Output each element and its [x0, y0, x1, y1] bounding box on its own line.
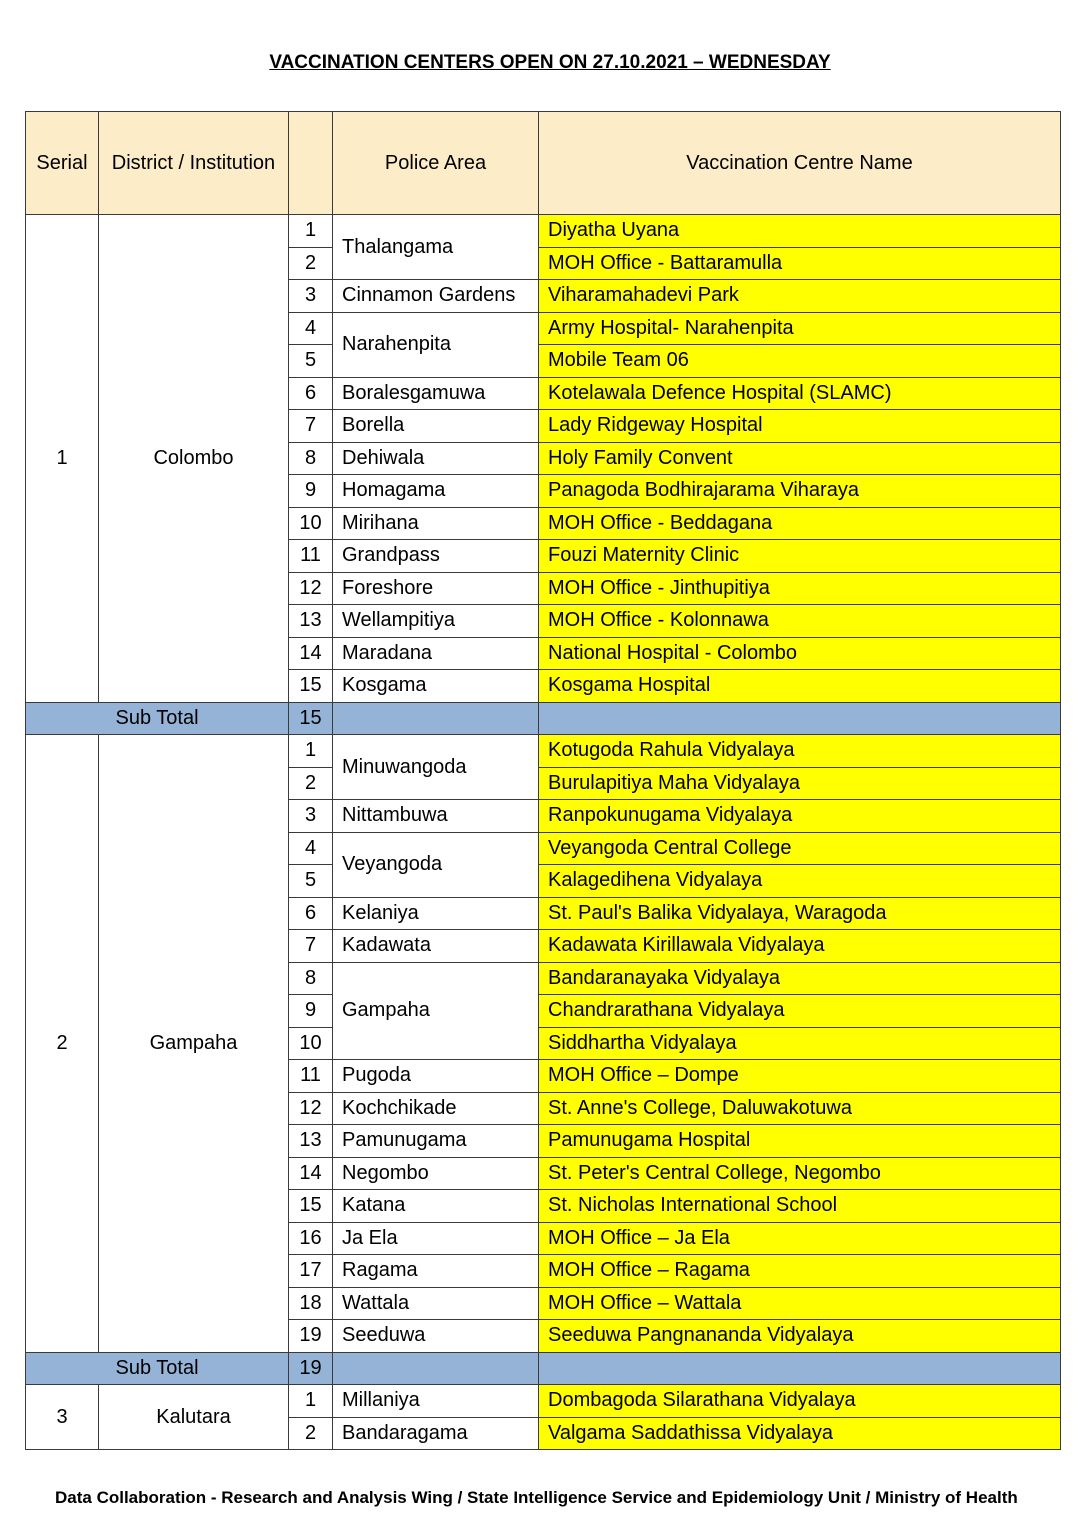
table-row [26, 735, 1061, 768]
subtotal-empty-cell [539, 1352, 1061, 1385]
vaccination-centre-name: Diyatha Uyana [539, 215, 1061, 248]
row-number: 5 [289, 345, 333, 378]
row-number: 2 [289, 247, 333, 280]
subtotal-empty-cell [333, 702, 539, 735]
vaccination-centre-name: MOH Office – Ja Ela [539, 1222, 1061, 1255]
police-area: Mirihana [333, 507, 539, 540]
row-number: 11 [289, 540, 333, 573]
vaccination-centre-name: Veyangoda Central College [539, 832, 1061, 865]
vaccination-centre-name: Bandaranayaka Vidyalaya [539, 962, 1061, 995]
row-number: 13 [289, 1125, 333, 1158]
police-area: Minuwangoda [333, 735, 539, 800]
subtotal-label: Sub Total [26, 1352, 289, 1385]
row-number: 15 [289, 670, 333, 703]
row-number: 12 [289, 572, 333, 605]
subtotal-value: 15 [289, 702, 333, 735]
vaccination-centre-name: St. Nicholas International School [539, 1190, 1061, 1223]
row-number: 1 [289, 215, 333, 248]
vaccination-centre-name: Holy Family Convent [539, 442, 1061, 475]
row-number: 4 [289, 832, 333, 865]
footer-credit: Data Collaboration - Research and Analysis Wing / State Intelligence Service and Epidemiology Unit / Ministry of Health [55, 1488, 1018, 1507]
vaccination-centre-name: National Hospital - Colombo [539, 637, 1061, 670]
police-area: Foreshore [333, 572, 539, 605]
header-district: District / Institution [99, 112, 289, 215]
vaccination-centre-name: MOH Office - Beddagana [539, 507, 1061, 540]
police-area: Seeduwa [333, 1320, 539, 1353]
row-number: 2 [289, 1417, 333, 1450]
vaccination-centre-name: MOH Office – Ragama [539, 1255, 1061, 1288]
row-number: 10 [289, 1027, 333, 1060]
police-area: Ragama [333, 1255, 539, 1288]
vaccination-centre-name: Chandrarathana Vidyalaya [539, 995, 1061, 1028]
district-serial: 1 [26, 215, 99, 703]
row-number: 18 [289, 1287, 333, 1320]
row-number: 7 [289, 410, 333, 443]
vaccination-centre-name: Valgama Saddathissa Vidyalaya [539, 1417, 1061, 1450]
row-number: 19 [289, 1320, 333, 1353]
police-area: Kelaniya [333, 897, 539, 930]
police-area: Bandaragama [333, 1417, 539, 1450]
police-area: Homagama [333, 475, 539, 508]
subtotal-label: Sub Total [26, 702, 289, 735]
header-number [289, 112, 333, 215]
vaccination-centre-name: St. Peter's Central College, Negombo [539, 1157, 1061, 1190]
subtotal-row [26, 702, 1061, 735]
police-area: Millaniya [333, 1385, 539, 1418]
district-serial: 2 [26, 735, 99, 1353]
vaccination-centre-name: Panagoda Bodhirajarama Viharaya [539, 475, 1061, 508]
police-area: Grandpass [333, 540, 539, 573]
vaccination-centre-name: Kotugoda Rahula Vidyalaya [539, 735, 1061, 768]
vaccination-centre-name: Viharamahadevi Park [539, 280, 1061, 313]
police-area: Dehiwala [333, 442, 539, 475]
row-number: 10 [289, 507, 333, 540]
district-name: Kalutara [99, 1385, 289, 1450]
vaccination-centre-name: Dombagoda Silarathana Vidyalaya [539, 1385, 1061, 1418]
vaccination-centre-name: MOH Office – Wattala [539, 1287, 1061, 1320]
header-police-area: Police Area [333, 112, 539, 215]
table-row [26, 1385, 1061, 1418]
police-area: Kadawata [333, 930, 539, 963]
row-number: 8 [289, 442, 333, 475]
row-number: 5 [289, 865, 333, 898]
police-area: Thalangama [333, 215, 539, 280]
row-number: 8 [289, 962, 333, 995]
subtotal-value: 19 [289, 1352, 333, 1385]
police-area: Veyangoda [333, 832, 539, 897]
police-area: Nittambuwa [333, 800, 539, 833]
row-number: 7 [289, 930, 333, 963]
vaccination-centers-table [25, 111, 1061, 1450]
row-number: 6 [289, 377, 333, 410]
vaccination-centre-name: Mobile Team 06 [539, 345, 1061, 378]
table-body [26, 215, 1061, 1450]
police-area: Katana [333, 1190, 539, 1223]
vaccination-centre-name: MOH Office - Jinthupitiya [539, 572, 1061, 605]
vaccination-centre-name: St. Paul's Balika Vidyalaya, Waragoda [539, 897, 1061, 930]
police-area: Kochchikade [333, 1092, 539, 1125]
vaccination-centre-name: Kotelawala Defence Hospital (SLAMC) [539, 377, 1061, 410]
police-area: Maradana [333, 637, 539, 670]
vaccination-centre-name: Fouzi Maternity Clinic [539, 540, 1061, 573]
police-area: Gampaha [333, 962, 539, 1060]
row-number: 17 [289, 1255, 333, 1288]
vaccination-centre-name: St. Anne's College, Daluwakotuwa [539, 1092, 1061, 1125]
vaccination-centre-name: Kadawata Kirillawala Vidyalaya [539, 930, 1061, 963]
police-area: Wattala [333, 1287, 539, 1320]
row-number: 14 [289, 637, 333, 670]
police-area: Wellampitiya [333, 605, 539, 638]
police-area: Ja Ela [333, 1222, 539, 1255]
row-number: 3 [289, 800, 333, 833]
vaccination-centre-name: Army Hospital- Narahenpita [539, 312, 1061, 345]
district-name: Gampaha [99, 735, 289, 1353]
vaccination-centre-name: MOH Office - Kolonnawa [539, 605, 1061, 638]
table-row [26, 215, 1061, 248]
row-number: 15 [289, 1190, 333, 1223]
vaccination-centre-name: MOH Office - Battaramulla [539, 247, 1061, 280]
header-serial: Serial [26, 112, 99, 215]
row-number: 4 [289, 312, 333, 345]
vaccination-centre-name: MOH Office – Dompe [539, 1060, 1061, 1093]
page-title: VACCINATION CENTERS OPEN ON 27.10.2021 – WEDNESDAY [269, 52, 831, 73]
row-number: 11 [289, 1060, 333, 1093]
table-header-row [26, 112, 1061, 215]
vaccination-centre-name: Pamunugama Hospital [539, 1125, 1061, 1158]
police-area: Borella [333, 410, 539, 443]
police-area: Boralesgamuwa [333, 377, 539, 410]
row-number: 13 [289, 605, 333, 638]
police-area: Narahenpita [333, 312, 539, 377]
police-area: Kosgama [333, 670, 539, 703]
vaccination-centre-name: Kalagedihena Vidyalaya [539, 865, 1061, 898]
row-number: 14 [289, 1157, 333, 1190]
vaccination-centre-name: Burulapitiya Maha Vidyalaya [539, 767, 1061, 800]
subtotal-empty-cell [539, 702, 1061, 735]
row-number: 1 [289, 1385, 333, 1418]
police-area: Negombo [333, 1157, 539, 1190]
row-number: 9 [289, 995, 333, 1028]
row-number: 3 [289, 280, 333, 313]
vaccination-centre-name: Kosgama Hospital [539, 670, 1061, 703]
row-number: 2 [289, 767, 333, 800]
vaccination-centre-name: Ranpokunugama Vidyalaya [539, 800, 1061, 833]
police-area: Pamunugama [333, 1125, 539, 1158]
vaccination-centre-name: Siddhartha Vidyalaya [539, 1027, 1061, 1060]
vaccination-centre-name: Lady Ridgeway Hospital [539, 410, 1061, 443]
row-number: 9 [289, 475, 333, 508]
row-number: 6 [289, 897, 333, 930]
header-centre-name: Vaccination Centre Name [539, 112, 1061, 215]
row-number: 1 [289, 735, 333, 768]
police-area: Pugoda [333, 1060, 539, 1093]
subtotal-row [26, 1352, 1061, 1385]
row-number: 12 [289, 1092, 333, 1125]
police-area: Cinnamon Gardens [333, 280, 539, 313]
district-serial: 3 [26, 1385, 99, 1450]
district-name: Colombo [99, 215, 289, 703]
vaccination-centre-name: Seeduwa Pangnananda Vidyalaya [539, 1320, 1061, 1353]
subtotal-empty-cell [333, 1352, 539, 1385]
row-number: 16 [289, 1222, 333, 1255]
